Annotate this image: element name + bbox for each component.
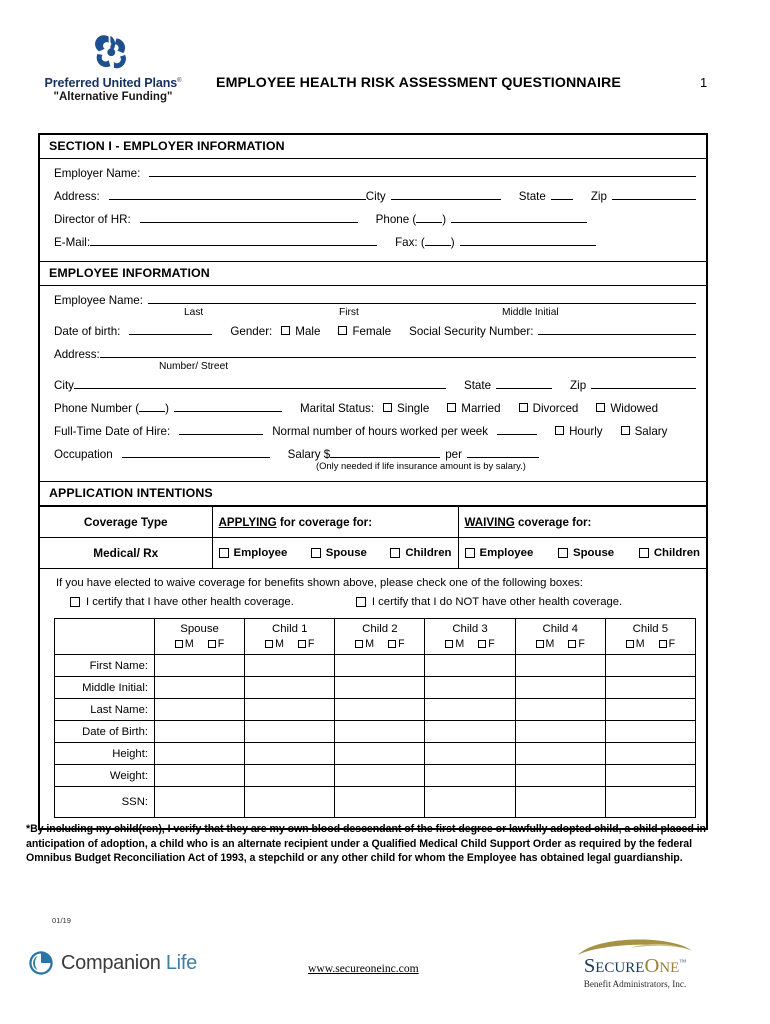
table-row	[55, 699, 696, 721]
director-hr-row	[54, 211, 696, 228]
employer-name-label: Employer Name:	[54, 167, 141, 180]
employee-name-label: Employee Name:	[54, 294, 143, 307]
dependent-cell-child4-dob[interactable]	[515, 721, 605, 743]
secureone-ne: NE	[659, 959, 680, 976]
child5-male-checkbox[interactable]	[626, 640, 634, 648]
dependent-cell-child2-weight[interactable]	[335, 765, 425, 787]
employer-address-input[interactable]	[109, 188, 366, 200]
page-title: EMPLOYEE HEALTH RISK ASSESSMENT QUESTIONNAIRE	[216, 75, 621, 91]
employee-zip-label: Zip	[570, 379, 587, 392]
employer-email-input[interactable]	[90, 234, 377, 246]
marital-status-label: Marital Status:	[299, 402, 375, 415]
secureone-tagline: Benefit Administrators, Inc.	[583, 978, 687, 989]
certify-options-row	[40, 594, 706, 616]
child1-female-checkbox[interactable]	[298, 640, 306, 648]
marital-single-label: Single	[397, 402, 430, 415]
employer-fax-input[interactable]	[460, 234, 596, 246]
section-intentions-heading: APPLICATION INTENTIONS	[40, 481, 706, 506]
pay-salary-checkbox[interactable]	[621, 426, 630, 435]
secureone-s: S	[583, 954, 596, 977]
dependent-cell-spouse-dob[interactable]	[155, 721, 245, 743]
employer-zip-label: Zip	[590, 190, 607, 203]
dependent-row-label: First Name:	[55, 655, 155, 677]
name-sublabel-middle: Middle Initial	[502, 307, 559, 318]
child-verification-footnote: *By including my child(ren), I verify that they are my own blood descendant of the first degree or lawfully adopted child, a child placed in anticipation of adoption, a child who is an alternate recipient under a Qualified Medical Child Support Order as required by the federal Omnibus Budget Reconciliation Act of 1993, a stepchild or any other child for whom the Employee has obtained legal guardianship.	[26, 823, 706, 865]
employee-name-sublabels	[54, 307, 696, 320]
form-container	[38, 133, 708, 830]
coverage-intentions-table	[40, 506, 706, 569]
logo-tagline: "Alternative Funding"	[53, 91, 173, 103]
employer-fax-label: Fax: (	[395, 236, 425, 249]
dependent-cell-child1-dob[interactable]	[245, 721, 335, 743]
dependent-row-label: Date of Birth:	[55, 721, 155, 743]
salary-hint: (Only needed if life insurance amount is by salary.)	[316, 460, 526, 471]
pay-salary-label: Salary	[634, 425, 668, 438]
waiving-employee-label: Employee	[479, 547, 534, 559]
dependent-column-label: Child 5	[632, 623, 669, 635]
dependent-cell-spouse-first-name[interactable]	[155, 655, 245, 677]
page-header	[0, 30, 770, 115]
gender-female-label: Female	[352, 325, 392, 338]
employee-ssn-label: Social Security Number:	[409, 325, 534, 338]
employee-city-label: City	[54, 379, 74, 392]
dependent-cell-child4-middle-initial[interactable]	[515, 677, 605, 699]
salary-period-input[interactable]	[467, 446, 539, 458]
dependent-cell-child3-weight[interactable]	[425, 765, 515, 787]
dependent-column-child4	[515, 619, 605, 655]
dependent-cell-child1-middle-initial[interactable]	[245, 677, 335, 699]
employee-name-input[interactable]	[148, 292, 696, 304]
child2-male-label: M	[365, 638, 375, 650]
employer-phone-area-input[interactable]	[416, 211, 442, 223]
child4-female-label: F	[578, 638, 585, 650]
marital-divorced-label: Divorced	[532, 402, 579, 415]
waiving-children-checkbox[interactable]	[639, 548, 649, 558]
dependent-cell-child2-middle-initial[interactable]	[335, 677, 425, 699]
preferred-united-plans-logo	[38, 34, 188, 103]
employer-city-input[interactable]	[391, 188, 501, 200]
employer-state-input[interactable]	[551, 188, 573, 200]
applying-spouse-label: Spouse	[325, 547, 367, 559]
table-row	[55, 765, 696, 787]
coverage-header-row	[40, 507, 706, 538]
child2-female-label: F	[398, 638, 405, 650]
companion-life-logo	[28, 950, 197, 976]
employer-state-label: State	[518, 190, 546, 203]
employee-address-label: Address:	[54, 348, 100, 361]
employer-email-row	[54, 234, 696, 251]
spouse-female-label: F	[217, 638, 225, 650]
table-row	[55, 721, 696, 743]
applying-header-emphasis: APPLYING	[218, 515, 277, 529]
dependent-cell-child5-middle-initial[interactable]	[605, 677, 695, 699]
dependents-header-row	[55, 619, 696, 655]
child3-male-label: M	[455, 638, 465, 650]
employer-name-row	[54, 165, 696, 182]
dependent-cell-child3-first-name[interactable]	[425, 655, 515, 677]
table-row	[55, 743, 696, 765]
child3-male-checkbox[interactable]	[445, 640, 453, 648]
marital-widowed-label: Widowed	[610, 402, 659, 415]
spouse-male-label: M	[184, 638, 194, 650]
hours-per-week-label: Normal number of hours worked per week	[272, 425, 489, 438]
dependent-cell-child2-height[interactable]	[335, 743, 425, 765]
hire-date-label: Full-Time Date of Hire:	[54, 425, 171, 438]
dependent-column-child2	[335, 619, 425, 655]
occupation-input[interactable]	[122, 446, 270, 458]
applying-employee-checkbox[interactable]	[219, 548, 229, 558]
employer-fax-paren-close: )	[450, 236, 455, 249]
employer-address-row	[54, 188, 696, 205]
trademark-mark: ™	[679, 958, 687, 966]
dependent-row-label: Height:	[55, 743, 155, 765]
dependent-cell-child3-ssn[interactable]	[425, 787, 515, 818]
waiving-spouse-checkbox[interactable]	[558, 548, 568, 558]
revision-date: 01/19	[52, 916, 72, 925]
logo-brand-name: Preferred United Plans®	[44, 76, 182, 90]
salary-amount-input[interactable]	[330, 446, 440, 458]
dependent-cell-child1-first-name[interactable]	[245, 655, 335, 677]
certify-have-coverage-label: I certify that I have other health coverage.	[86, 596, 294, 608]
waiving-spouse-label: Spouse	[572, 547, 615, 559]
secureone-wordmark	[570, 952, 700, 978]
hours-per-week-input[interactable]	[497, 423, 537, 435]
child5-female-label: F	[668, 638, 676, 650]
employer-information-block	[40, 159, 706, 261]
waiving-employee-checkbox[interactable]	[465, 548, 475, 558]
dependent-row-label: Middle Initial:	[55, 677, 155, 699]
child5-male-label: M	[635, 638, 645, 650]
employee-phone-area-input[interactable]	[139, 400, 165, 412]
dependent-column-label: Spouse	[180, 623, 219, 635]
dependent-cell-child2-first-name[interactable]	[335, 655, 425, 677]
dependent-cell-child1-ssn[interactable]	[245, 787, 335, 818]
applying-children-label: Children	[405, 547, 452, 559]
pay-hourly-label: Hourly	[569, 425, 603, 438]
waiving-header-rest: coverage for:	[514, 515, 592, 529]
applying-header	[212, 507, 458, 538]
dependent-cell-spouse-ssn[interactable]	[155, 787, 245, 818]
dependent-cell-child4-last-name[interactable]	[515, 699, 605, 721]
waiving-options-cell	[458, 538, 706, 569]
secureone-logo	[570, 932, 700, 989]
table-row	[55, 677, 696, 699]
pinwheel-icon	[90, 34, 136, 74]
name-sublabel-first: First	[339, 307, 359, 318]
dependents-corner-cell	[55, 619, 155, 655]
employee-phone-paren-close: )	[165, 402, 169, 415]
coverage-type-header: Coverage Type	[40, 507, 212, 538]
dependent-column-label: Child 4	[542, 623, 578, 635]
dependent-row-label: Last Name:	[55, 699, 155, 721]
gender-male-checkbox[interactable]	[281, 326, 290, 335]
marital-widowed-checkbox[interactable]	[596, 403, 605, 412]
companion-word: Companion	[61, 951, 161, 974]
coverage-medical-label: Medical/ Rx	[40, 538, 212, 569]
registered-mark: ®	[177, 77, 182, 84]
dependent-cell-child3-middle-initial[interactable]	[425, 677, 515, 699]
director-hr-label: Director of HR:	[54, 213, 131, 226]
dependent-column-child1	[245, 619, 335, 655]
section-employee-heading: EMPLOYEE INFORMATION	[40, 261, 706, 286]
dependents-table	[54, 618, 696, 818]
dependent-cell-child5-dob[interactable]	[605, 721, 695, 743]
employee-ssn-input[interactable]	[538, 323, 696, 335]
employer-phone-paren-close: )	[442, 213, 447, 226]
child1-female-label: F	[307, 638, 315, 650]
salary-per-label: per	[445, 448, 462, 461]
employer-email-label: E-Mail:	[54, 236, 91, 249]
child4-male-checkbox[interactable]	[536, 640, 544, 648]
marital-married-checkbox[interactable]	[447, 403, 456, 412]
salary-amount-label: Salary $	[287, 448, 331, 461]
dependent-cell-spouse-last-name[interactable]	[155, 699, 245, 721]
marital-single-checkbox[interactable]	[383, 403, 392, 412]
employer-phone-label: Phone (	[375, 213, 417, 226]
dependent-column-label: Child 1	[272, 623, 308, 635]
dependents-table-wrapper	[40, 616, 706, 828]
dependent-column-label: Child 3	[452, 623, 488, 635]
certify-no-coverage-label: I certify that I do NOT have other health coverage.	[371, 596, 623, 608]
child5-female-checkbox[interactable]	[659, 640, 667, 648]
dependent-column-label: Child 2	[362, 623, 398, 635]
dependent-column-child3	[425, 619, 515, 655]
employer-zip-input[interactable]	[612, 188, 696, 200]
dependent-cell-child4-ssn[interactable]	[515, 787, 605, 818]
employee-dob-label: Date of birth:	[54, 325, 121, 338]
waiving-children-label: Children	[653, 547, 701, 559]
employee-dob-input[interactable]	[129, 323, 212, 335]
section-employer-heading: SECTION I - EMPLOYER INFORMATION	[40, 135, 706, 159]
dependent-row-label: Weight:	[55, 765, 155, 787]
applying-children-checkbox[interactable]	[390, 548, 400, 558]
child4-female-checkbox[interactable]	[568, 640, 576, 648]
table-row	[55, 787, 696, 818]
waiving-header-emphasis: WAIVING	[464, 515, 515, 529]
secureone-ecure: ECURE	[595, 959, 645, 976]
dependent-column-child5	[605, 619, 695, 655]
gender-female-checkbox[interactable]	[338, 326, 347, 335]
employee-address-sublabels	[54, 361, 696, 374]
employee-address-input[interactable]	[100, 346, 696, 358]
hire-date-input[interactable]	[179, 423, 263, 435]
name-sublabel-last: Last	[184, 307, 204, 318]
applying-options-cell	[212, 538, 458, 569]
dependent-cell-child3-last-name[interactable]	[425, 699, 515, 721]
employee-city-row	[54, 377, 696, 394]
dependent-row-label: SSN:	[55, 787, 155, 818]
coverage-medical-row	[40, 538, 706, 569]
employee-zip-input[interactable]	[591, 377, 696, 389]
employer-phone-input[interactable]	[451, 211, 587, 223]
waive-instruction-text: If you have elected to waive coverage for benefits shown above, please check one of the following boxes:	[56, 577, 583, 589]
dependent-cell-child4-first-name[interactable]	[515, 655, 605, 677]
page-number: 1	[700, 75, 708, 90]
employee-phone-input[interactable]	[174, 400, 282, 412]
employee-phone-label: Phone Number (	[54, 402, 140, 415]
secureone-o: O	[644, 954, 660, 977]
spouse-female-checkbox[interactable]	[208, 640, 216, 648]
dependent-cell-child5-weight[interactable]	[605, 765, 695, 787]
child1-male-checkbox[interactable]	[265, 640, 273, 648]
employee-information-block	[40, 286, 706, 481]
employee-city-input[interactable]	[74, 377, 446, 389]
dependent-cell-spouse-height[interactable]	[155, 743, 245, 765]
spouse-male-checkbox[interactable]	[175, 640, 183, 648]
dependent-cell-spouse-weight[interactable]	[155, 765, 245, 787]
pay-hourly-checkbox[interactable]	[555, 426, 564, 435]
occupation-label: Occupation	[54, 448, 113, 461]
employer-fax-area-input[interactable]	[425, 234, 451, 246]
applying-employee-label: Employee	[233, 547, 288, 559]
applying-header-rest: for coverage for:	[276, 515, 373, 529]
secureone-website-link[interactable]: www.secureoneinc.com	[308, 962, 419, 975]
table-row	[55, 655, 696, 677]
companion-life-swirl-icon	[28, 950, 54, 976]
employer-city-label: City	[365, 190, 386, 203]
dependent-cell-child2-last-name[interactable]	[335, 699, 425, 721]
companion-life-wordmark	[61, 952, 197, 975]
certify-no-coverage-checkbox[interactable]	[356, 597, 366, 607]
waiving-header	[458, 507, 706, 538]
dependent-cell-child1-height[interactable]	[245, 743, 335, 765]
employee-dob-gender-ssn-row	[54, 323, 696, 340]
child1-male-label: M	[275, 638, 284, 650]
dependent-cell-child4-weight[interactable]	[515, 765, 605, 787]
dependent-cell-child3-dob[interactable]	[425, 721, 515, 743]
applying-spouse-checkbox[interactable]	[311, 548, 321, 558]
gender-male-label: Male	[295, 325, 321, 338]
dependent-cell-child5-first-name[interactable]	[605, 655, 695, 677]
employee-gender-label: Gender:	[230, 325, 273, 338]
employer-address-label: Address:	[54, 190, 100, 203]
child2-female-checkbox[interactable]	[388, 640, 396, 648]
dependent-cell-child2-dob[interactable]	[335, 721, 425, 743]
employee-state-input[interactable]	[496, 377, 552, 389]
dependent-cell-child5-last-name[interactable]	[605, 699, 695, 721]
employee-phone-marital-row	[54, 400, 696, 417]
address-sublabel-number-street: Number/ Street	[159, 361, 229, 372]
marital-divorced-checkbox[interactable]	[519, 403, 528, 412]
child3-female-label: F	[488, 638, 495, 650]
dependent-cell-child5-ssn[interactable]	[605, 787, 695, 818]
dependent-cell-child2-ssn[interactable]	[335, 787, 425, 818]
hire-date-hours-row	[54, 423, 696, 440]
employer-name-input[interactable]	[149, 165, 696, 177]
child2-male-checkbox[interactable]	[355, 640, 363, 648]
dependent-cell-spouse-middle-initial[interactable]	[155, 677, 245, 699]
dependent-cell-child1-weight[interactable]	[245, 765, 335, 787]
dependent-cell-child4-height[interactable]	[515, 743, 605, 765]
marital-married-label: Married	[461, 402, 501, 415]
dependent-cell-child5-height[interactable]	[605, 743, 695, 765]
child4-male-label: M	[545, 638, 555, 650]
certify-have-coverage-checkbox[interactable]	[70, 597, 80, 607]
dependent-column-spouse	[155, 619, 245, 655]
child3-female-checkbox[interactable]	[478, 640, 486, 648]
dependent-cell-child1-last-name[interactable]	[245, 699, 335, 721]
life-word: Life	[165, 951, 197, 974]
employee-state-label: State	[463, 379, 492, 392]
director-hr-input[interactable]	[140, 211, 358, 223]
dependent-cell-child3-height[interactable]	[425, 743, 515, 765]
